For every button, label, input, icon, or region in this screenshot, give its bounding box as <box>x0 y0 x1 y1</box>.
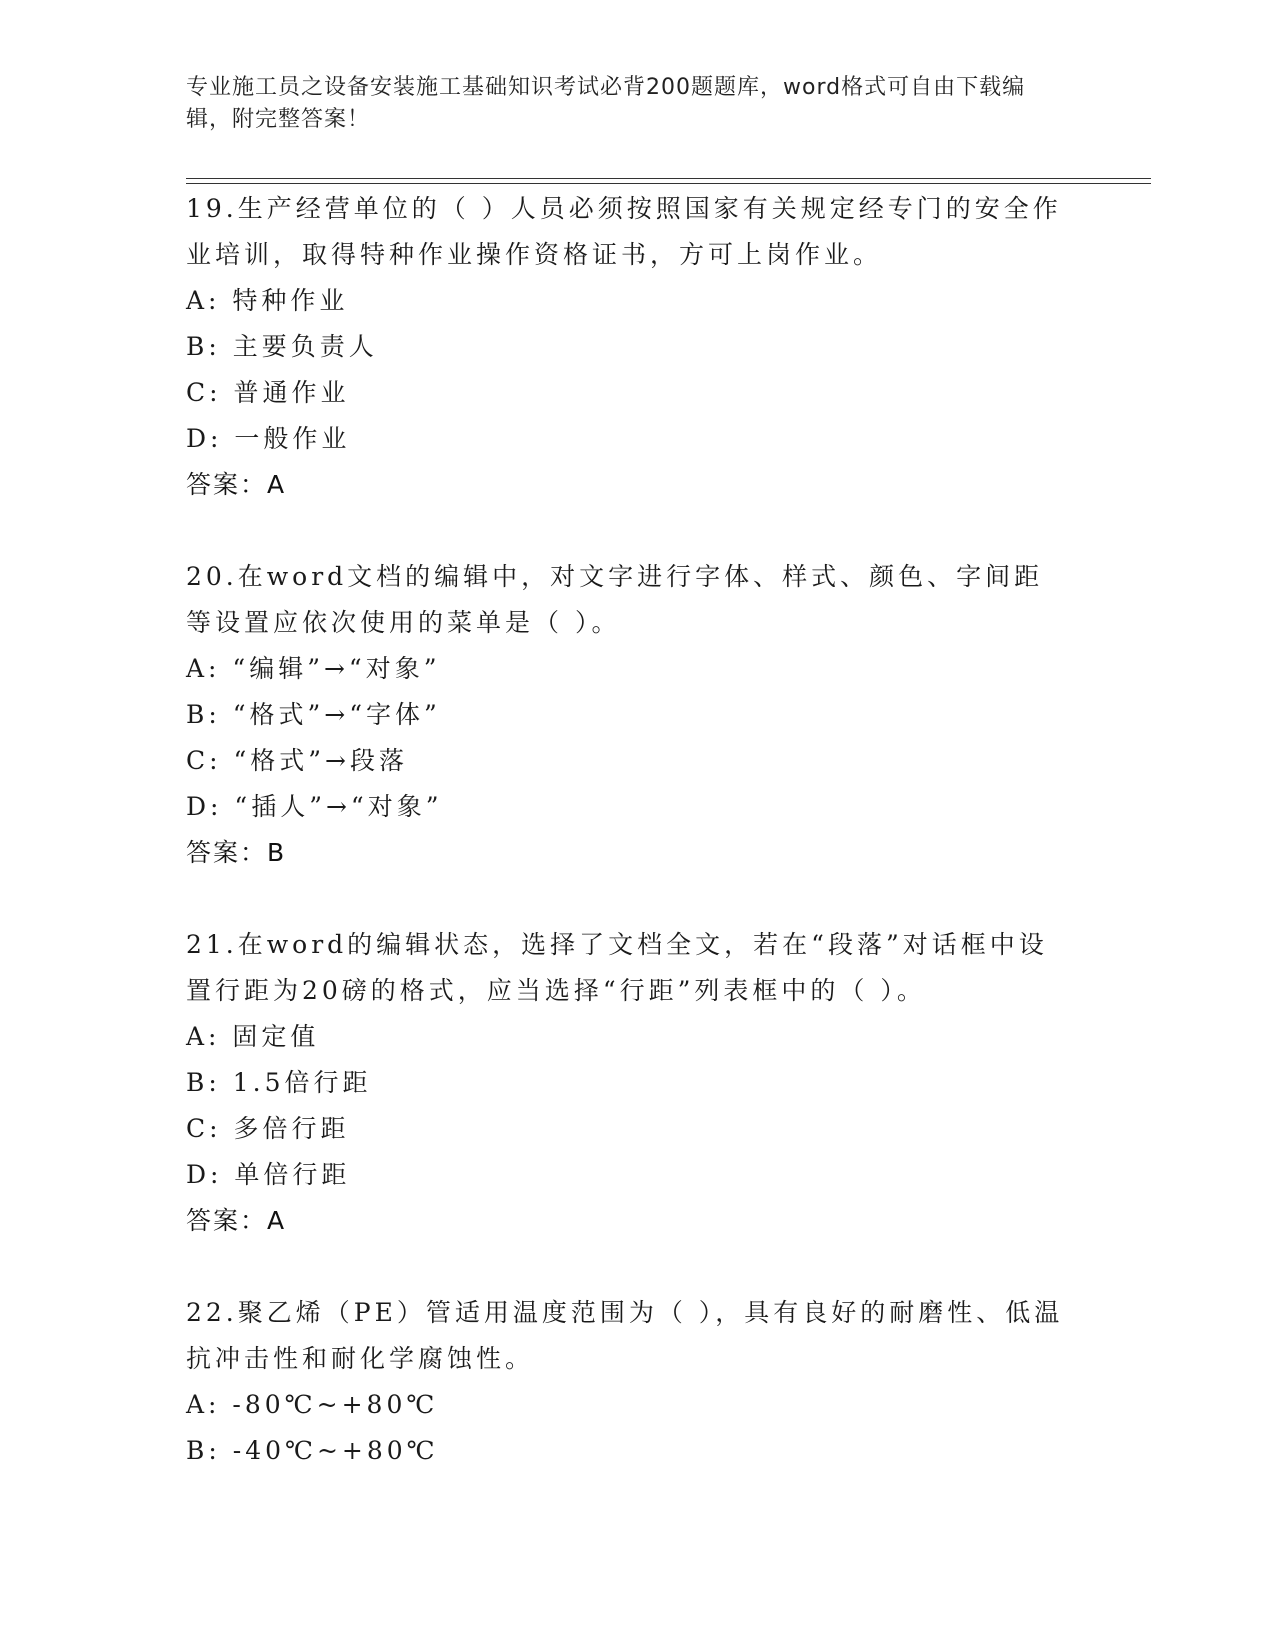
document-header: 专业施工员之设备安装施工基础知识考试必背200题题库，word格式可自由下载编辑，附完整答案！ <box>186 75 1026 132</box>
answer-line: 答案：A <box>186 470 287 499</box>
option-c: C: “格式”→段落 <box>186 746 409 775</box>
option-a: A: -80℃~+80℃ <box>186 1390 439 1419</box>
answer-line: 答案：A <box>186 1206 287 1235</box>
question-stem: 19.生产经营单位的（ ）人员必须按照国家有关规定经专门的安全作业培训，取得特种作业操作资格证书，方可上岗作业。 <box>186 194 1062 269</box>
option-c: C: 普通作业 <box>186 378 350 407</box>
option-d: D: 单倍行距 <box>186 1160 351 1189</box>
option-a: A: “编辑”→“对象” <box>186 654 441 683</box>
question-stem: 20.在word文档的编辑中，对文字进行字体、样式、颜色、字间距等设置应依次使用的菜单是（ ）。 <box>186 562 1044 637</box>
question-list <box>186 186 1066 1520</box>
option-b: B: -40℃~+80℃ <box>186 1436 439 1465</box>
question-20 <box>186 554 1066 876</box>
option-b: B: “格式”→“字体” <box>186 700 441 729</box>
question-22 <box>186 1290 1066 1474</box>
option-a: A: 特种作业 <box>186 286 349 315</box>
answer-line: 答案：B <box>186 838 287 867</box>
header-rule-top <box>186 178 1151 179</box>
option-b: B: 1.5倍行距 <box>186 1068 372 1097</box>
option-d: D: 一般作业 <box>186 424 351 453</box>
option-b: B: 主要负责人 <box>186 332 378 361</box>
question-21 <box>186 922 1066 1244</box>
option-d: D: “插人”→“对象” <box>186 792 443 821</box>
question-stem: 21.在word的编辑状态，选择了文档全文，若在“段落”对话框中设置行距为20磅的格式，应当选择“行距”列表框中的（ ）。 <box>186 930 1048 1005</box>
option-a: A: 固定值 <box>186 1022 320 1051</box>
option-c: C: 多倍行距 <box>186 1114 350 1143</box>
question-19 <box>186 186 1066 508</box>
question-stem: 22.聚乙烯（PE）管适用温度范围为（ ），具有良好的耐磨性、低温抗冲击性和耐化学腐蚀性。 <box>186 1298 1064 1373</box>
header-rule-bottom <box>186 183 1151 184</box>
